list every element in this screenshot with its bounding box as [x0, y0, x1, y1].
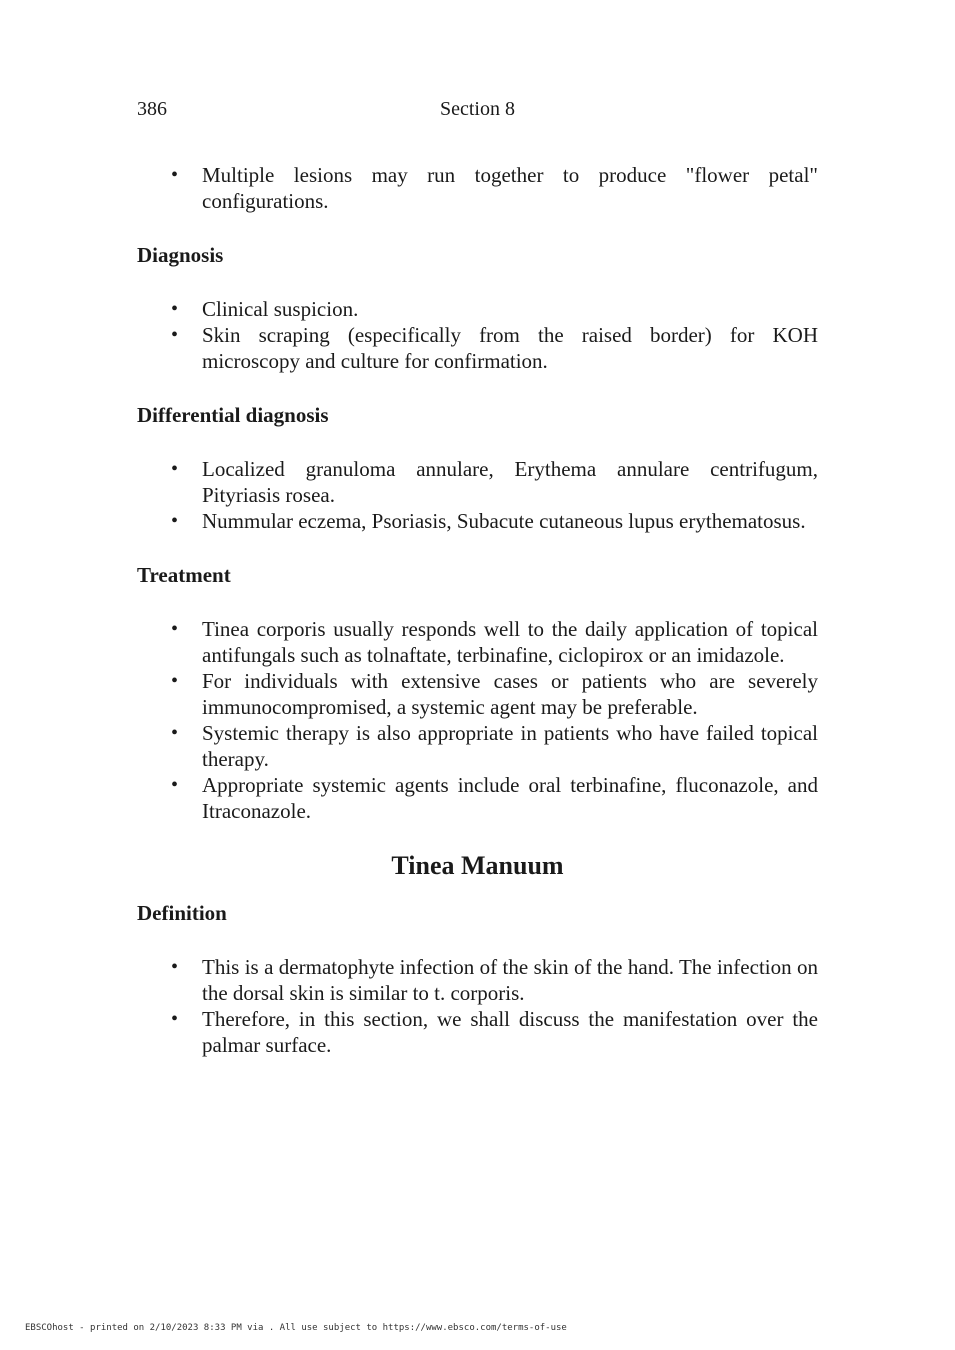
list-item-text: For individuals with extensive cases or patients who are severely immunocompromised, a systemic agent may be preferable. — [202, 669, 818, 719]
diagnosis-list — [137, 296, 818, 374]
treatment-list — [137, 616, 818, 824]
list-item-text: Localized granuloma annulare, Erythema annulare centrifugum, Pityriasis rosea. — [202, 457, 818, 507]
bullet-icon: • — [171, 1008, 179, 1030]
list-item — [137, 296, 818, 322]
differential-list — [137, 456, 818, 534]
page-number: 386 — [137, 98, 167, 120]
bullet-icon: • — [171, 618, 179, 640]
bullet-icon: • — [171, 510, 179, 532]
bullet-icon: • — [171, 774, 179, 796]
list-item — [137, 456, 818, 508]
bullet-icon: • — [171, 298, 179, 320]
bullet-icon: • — [171, 722, 179, 744]
list-item-text: Clinical suspicion. — [202, 297, 359, 321]
page-content — [137, 162, 818, 1058]
tinea-manuum-title: Tinea Manuum — [391, 851, 564, 880]
list-item — [137, 1006, 818, 1058]
diagnosis-heading: Diagnosis — [137, 243, 224, 267]
running-header — [137, 96, 818, 122]
bullet-icon: • — [171, 164, 179, 186]
differential-diagnosis-heading: Differential diagnosis — [137, 403, 329, 427]
list-item-text: This is a dermatophyte infection of the skin of the hand. The infection on the dorsal skin is similar to t. corporis. — [202, 955, 818, 1005]
list-item — [137, 668, 818, 720]
bullet-icon: • — [171, 324, 179, 346]
bullet-icon: • — [171, 670, 179, 692]
list-item-text: Nummular eczema, Psoriasis, Subacute cutaneous lupus erythematosus. — [202, 509, 806, 533]
list-item — [137, 322, 818, 374]
list-item — [137, 162, 818, 214]
section-label: Section 8 — [440, 98, 515, 120]
treatment-heading: Treatment — [137, 563, 231, 587]
intro-list — [137, 162, 818, 214]
list-item — [137, 616, 818, 668]
list-item-text: Appropriate systemic agents include oral terbinafine, fluconazole, and Itraconazole. — [202, 773, 818, 823]
ebsco-footer: EBSCOhost - printed on 2/10/2023 8:33 PM via . All use subject to https://www.ebsco.com/terms-of-use — [25, 1323, 567, 1333]
list-item-text: Skin scraping (especifically from the raised border) for KOH microscopy and culture for confirmation. — [202, 323, 818, 373]
definition-list — [137, 954, 818, 1058]
definition-heading: Definition — [137, 901, 227, 925]
list-item — [137, 954, 818, 1006]
bullet-icon: • — [171, 956, 179, 978]
list-item — [137, 508, 818, 534]
list-item-text: Tinea corporis usually responds well to the daily application of topical antifungals such as tolnaftate, terbinafine, ciclopirox or an imidazole. — [202, 617, 818, 667]
list-item — [137, 720, 818, 772]
list-item — [137, 772, 818, 824]
list-item-text: Systemic therapy is also appropriate in patients who have failed topical therapy. — [202, 721, 818, 771]
list-item-text: Multiple lesions may run together to produce "flower petal" configurations. — [202, 163, 818, 213]
bullet-icon: • — [171, 458, 179, 480]
list-item-text: Therefore, in this section, we shall discuss the manifestation over the palmar surface. — [202, 1007, 818, 1057]
